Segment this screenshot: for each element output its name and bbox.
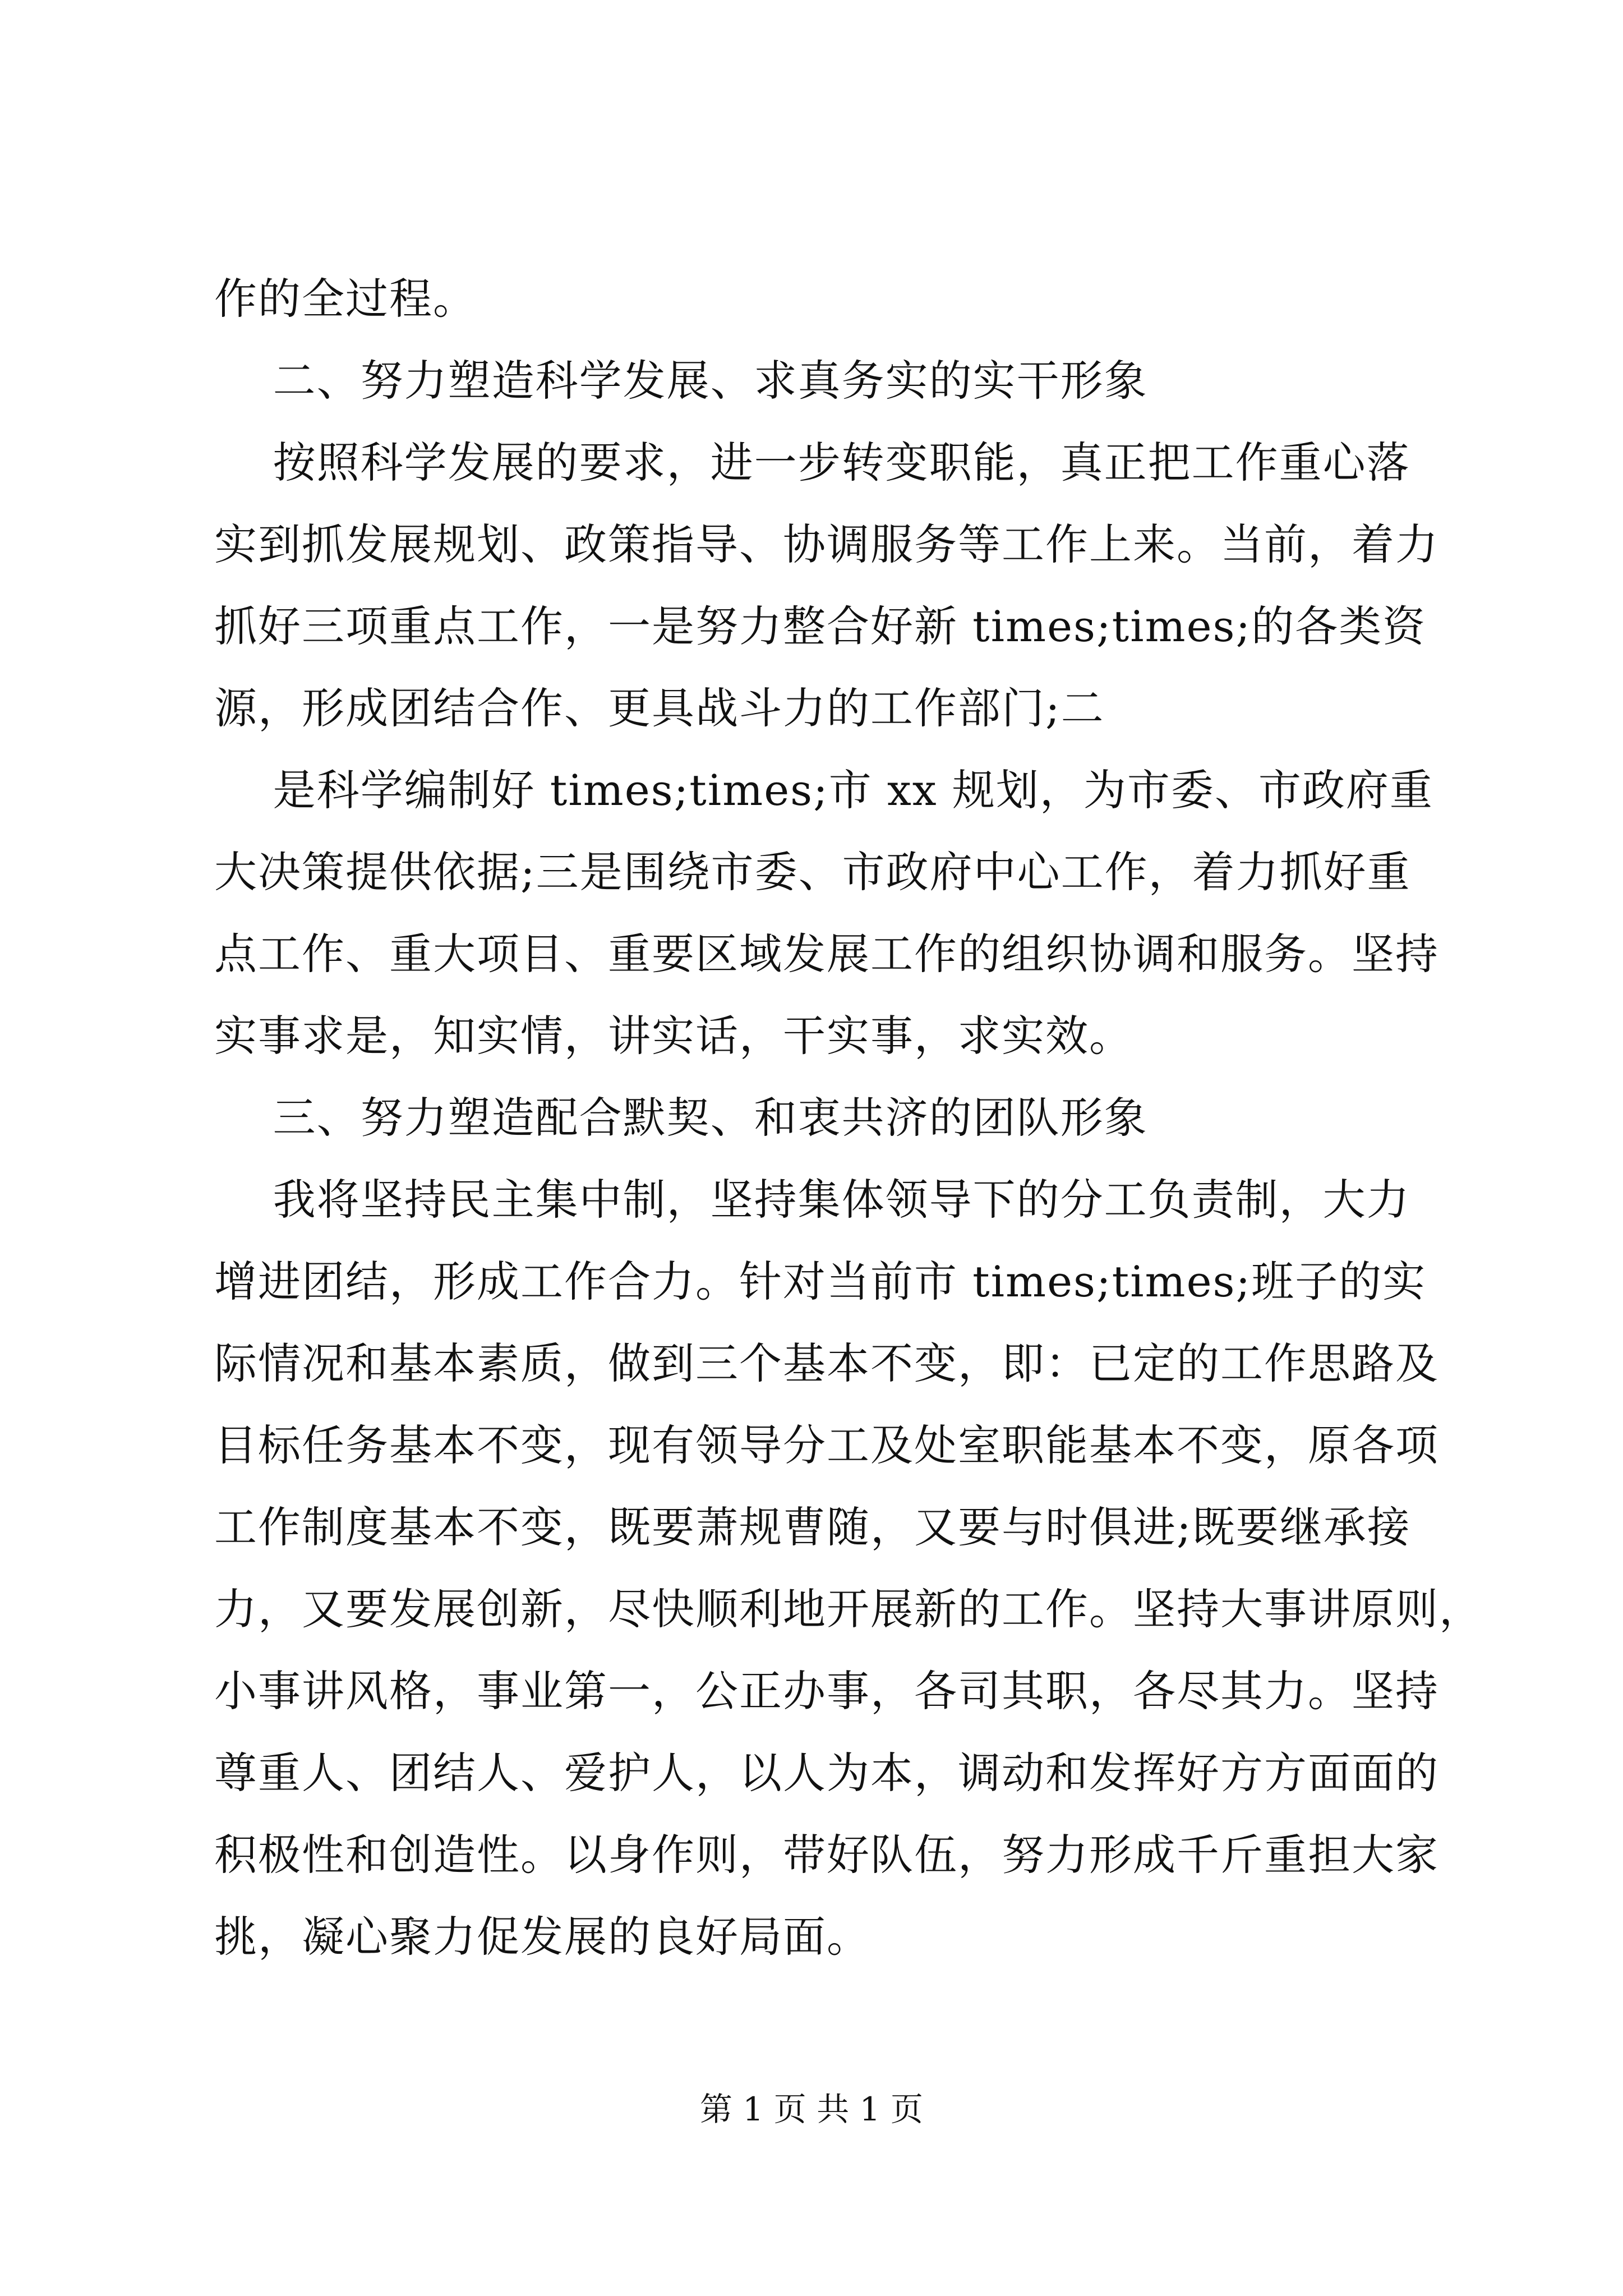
document-body (214, 258, 1483, 1978)
text-line: 增进团结，形成工作合力。针对当前市 times;times;班子的实 (214, 1257, 1427, 1306)
text-line: 积极性和创造性。以身作则，带好队伍，努力形成千斤重担大家 (214, 1830, 1439, 1880)
text-line: 按照科学发展的要求，进一步转变职能，真正把工作重心落 (214, 438, 1410, 487)
section-heading: 三、努力塑造配合默契、和衷共济的团队形象 (214, 1093, 1148, 1143)
text-line: 目标任务基本不变，现有领导分工及处室职能基本不变，原各项 (214, 1420, 1439, 1470)
text-line: 力，又要发展创新，尽快顺利地开展新的工作。坚持大事讲原则， (214, 1584, 1483, 1634)
text-line: 我将坚持民主集中制，坚持集体领导下的分工负责制，大力 (214, 1175, 1410, 1225)
text-line: 尊重人、团结人、爱护人，以人为本，调动和发挥好方方面面的 (214, 1748, 1439, 1798)
text-line: 大决策提供依据;三是围绕市委、市政府中心工作，着力抓好重 (214, 847, 1411, 897)
text-line: 挑，凝心聚力促发展的良好局面。 (214, 1912, 870, 1962)
page-footer: 第 1 页 共 1 页 (700, 2090, 923, 2128)
text-line: 是科学编制好 times;times;市 xx 规划，为市委、市政府重 (214, 765, 1433, 815)
section-heading: 二、努力塑造科学发展、求真务实的实干形象 (214, 356, 1148, 406)
text-line: 点工作、重大项目、重要区域发展工作的组织协调和服务。坚持 (214, 929, 1439, 979)
text-line: 小事讲风格，事业第一，公正办事，各司其职，各尽其力。坚持 (214, 1666, 1439, 1716)
text-line: 源，形成团结合作、更具战斗力的工作部门;二 (214, 683, 1105, 733)
text-line: 作的全过程。 (214, 274, 477, 324)
text-line: 抓好三项重点工作，一是努力整合好新 times;times;的各类资 (214, 601, 1427, 651)
text-line: 工作制度基本不变，既要萧规曹随，又要与时俱进;既要继承接 (214, 1502, 1411, 1552)
text-line: 实到抓发展规划、政策指导、协调服务等工作上来。当前，着力 (214, 519, 1439, 569)
text-line: 际情况和基本素质，做到三个基本不变，即：已定的工作思路及 (214, 1338, 1439, 1388)
text-line: 实事求是，知实情，讲实话，干实事，求实效。 (214, 1011, 1133, 1061)
